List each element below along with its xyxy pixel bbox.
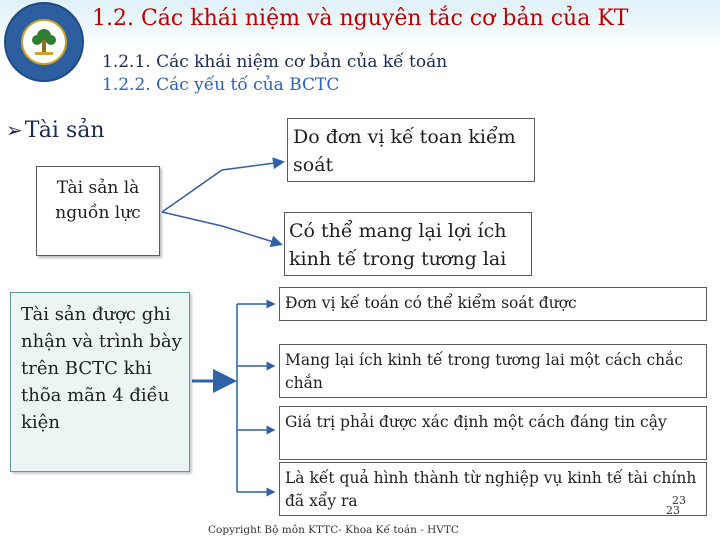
academy-logo-emblem-icon [6,4,82,80]
academy-logo [4,2,84,82]
asset-resource-box: Tài sản là nguồn lực [36,166,160,256]
page-number: 23 [672,494,686,507]
bullet-label: Tài sản [24,118,105,143]
criterion-3: Giá trị phải được xác định một cách đáng tin cậy [279,406,707,460]
bullet-heading [6,118,105,143]
arrow-bullet-icon: ➢ [6,118,23,142]
outline-item-2: 1.2.2. Các yếu tố của BCTC [102,75,340,95]
page-number-shadow: 23 [666,504,680,517]
criterion-1: Đơn vị kế toán có thể kiểm soát được [279,287,707,321]
criterion-4: Là kết quả hình thành từ nghiệp vụ kinh tế tài chính đã xẩy ra [279,462,707,516]
asset-recognition-box: Tài sản được ghi nhận và trình bày trên BCTC khi thõa mãn 4 điều kiện [10,292,190,472]
slide-title: 1.2. Các khái niệm và nguyên tắc cơ bản của KT [92,6,629,31]
future-benefit-box: Có thể mang lại lợi ích kinh tế trong tương lai [284,212,532,276]
controlled-by-entity-box: Do đơn vị kế toan kiểm soát [287,118,535,182]
footer-copyright: Copyright Bộ môn KTTC- Khoa Kế toán - HVTC [208,524,459,536]
outline-item-1: 1.2.1. Các khái niệm cơ bản của kế toán [102,52,448,72]
criterion-2: Mang lại ích kinh tế trong tương lai một cách chắc chắn [279,344,707,398]
